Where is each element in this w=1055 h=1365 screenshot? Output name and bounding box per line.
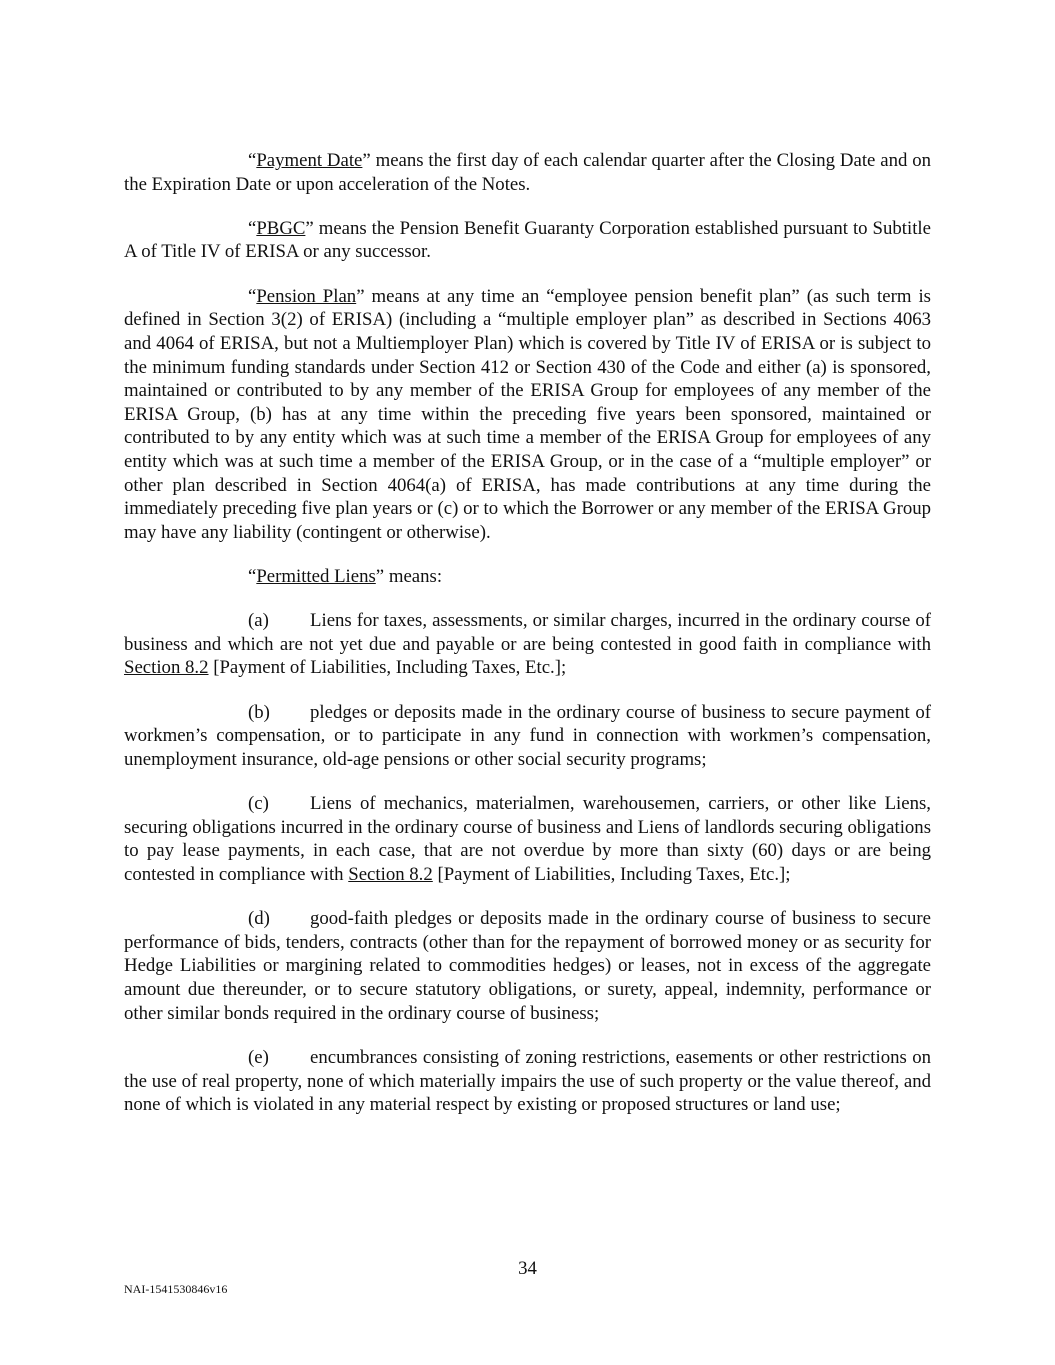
definition-permitted-liens: “Permitted Liens” means: [248,565,443,587]
list-item-text: pledges or deposits made in the ordinary course of business to secure payment of workmen’s compensation, or to participate in any fund in connection with workmen’s compensation, unemployment insurance, old-age pensions or other social security programs; [124,701,931,770]
list-marker: (c) [248,793,269,815]
lien-item-a: (a) Liens for taxes, assessments, or similar charges, incurred in the ordinary course of business and which are not yet due and payable or are being contested in good faith in compliance with Section 8.2 [Payment of Liabilities, Including Taxes, Etc.]; [124,610,931,679]
lien-item-e [124,1046,931,1117]
defined-term: Payment Date [256,150,363,171]
document-body [124,149,931,1137]
defined-term: Pension Plan [256,285,357,307]
list-marker: (d) [248,908,270,930]
lien-item-b [124,701,931,772]
definition-pension-plan: “Pension Plan” means at any time an “employee pension benefit plan” (as such term is defined in Section 3(2) of ERISA) (including a “multiple employer plan” as described in Sections 4063 and 4064 of ERISA, but not a Multiemployer Plan) which is covered by Title IV of ERISA or is subject to the minimum funding standards under Section 412 or Section 430 of the Code and either (a) is sponsored, maintained or contributed to by any member of the ERISA Group for employees of any member of the ERISA Group, (b) has at any time within the preceding five years been sponsored, maintained or contributed to by any entity which was at such time a member of the ERISA Group for employees of any entity which was at such time a member of the ERISA Group, or in the case of a “multiple employer” or other plan described in Section 4064(a) of ERISA, has made contributions at any time during the immediately preceding five plan years or (c) or to which the Borrower or any member of the ERISA Group may have any liability (contingent or otherwise). [124,285,931,543]
definition-text: means the Pension Benefit Guaranty Corporation established pursuant to Subtitle A of Title IV of ERISA or any successor. [124,217,931,263]
list-item-text: Liens of mechanics, materialmen, warehousemen, carriers, or other like Liens, securing obligations incurred in the ordinary course of business and Liens of landlords securing obligations to pay lease payments, in each case, that are not overdue by more than sixty (60) days or are being contested in compliance with [124,793,931,885]
list-item-text: good-faith pledges or deposits made in the ordinary course of business to secure performance of bids, tenders, contracts (other than for the repayment of borrowed money or as security for Hedge Liabilities or margining related to commodities hedges) or leases, not in excess of the aggregate amount due thereunder, or to secure statutory obligations, or surety, appeal, indemnity, performance or other similar bonds required in the ordinary course of business; [124,908,931,1024]
list-marker: (e) [248,1046,269,1068]
list-item-text: encumbrances consisting of zoning restrictions, easements or other restrictions on the use of real property, none of which materially impairs the use of such property or the value thereof, and none of which is violated in any material respect by existing or proposed structures or land use; [124,1046,931,1116]
list-item-text: Liens for taxes, assessments, or similar charges, incurred in the ordinary course of business and which are not yet due and payable or are being contested in good faith in compliance with [124,610,931,655]
definition-payment-date: “Payment Date” means the first day of each calendar quarter after the Closing Date and on the Expiration Date or upon acceleration of the Notes. [124,150,931,195]
defined-term: Permitted Liens [256,565,376,587]
definition-text: means the first day of each calendar quarter after the Closing Date and on the Expiration Date or upon acceleration of the Notes. [124,150,931,195]
list-marker: (b) [248,701,270,723]
defined-term: PBGC [256,217,306,239]
page-number: 34 [518,1258,537,1279]
document-id: NAI-1541530846v16 [124,1282,228,1296]
definition-text: means: [384,565,443,587]
definition-text: means at any time an “employee pension benefit plan” (as such term is defined in Section 3(2) of ERISA) (including a “multiple employer plan” as described in Sections 4063 and 4064 of ERISA, but not a Multiemployer Plan) which is covered by Title IV of ERISA or is subject to the minimum funding standards under Section 412 or Section 430 of the Code and either (a) is sponsored, maintained or contributed to by any member of the ERISA Group for employees of any member of the ERISA Group, (b) has at any time within the preceding five years been sponsored, maintained or contributed to by any entity which was at such time a member of the ERISA Group for employees of any entity which was at such time a member of the ERISA Group, or in the case of a “multiple employer” or other plan described in Section 4064(a) of ERISA, has made contributions at any time during the immediately preceding five plan years or (c) or to which the Borrower or any member of the ERISA Group may have any liability (contingent or otherwise). [124,285,931,543]
lien-item-c: (c) Liens of mechanics, materialmen, warehousemen, carriers, or other like Liens, securing obligations incurred in the ordinary course of business and Liens of landlords securing obligations to pay lease payments, in each case, that are not overdue by more than sixty (60) days or are being contested in compliance with Section 8.2 [Payment of Liabilities, Including Taxes, Etc.]; [124,793,931,885]
section-reference: Section 8.2 [348,863,433,885]
list-marker: (a) [248,610,269,632]
lien-item-d [124,907,931,1025]
section-reference: Section 8.2 [124,657,209,679]
definition-pbgc: “PBGC” means the Pension Benefit Guaranty Corporation established pursuant to Subtitle A of Title IV of ERISA or any successor. [124,217,931,263]
